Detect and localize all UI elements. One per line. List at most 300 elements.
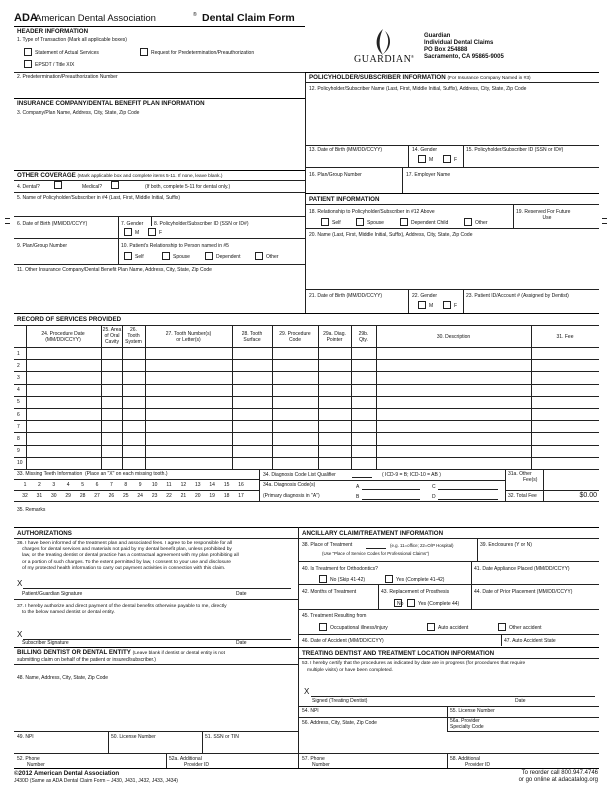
service-line-row[interactable] [26,359,599,371]
field-52a-label: 52a. Additional [169,756,202,762]
predetermination-checkbox[interactable] [140,48,148,56]
field-13-label: 13. Date of Birth (MM/DD/CCYY) [309,147,383,153]
col-28-header [232,331,272,343]
authorize-37-line2: to the below named dentist or dental entity. [22,610,115,616]
margin-mark-right [602,218,607,224]
divider [378,584,379,609]
lower-tooth-number[interactable]: 20 [195,493,201,499]
medical-coverage-checkbox[interactable] [111,181,119,189]
ph-gender-m-checkbox[interactable] [418,155,426,163]
service-column-line [145,325,146,469]
field-17-label: 17. Employer Name [406,172,451,178]
divider [118,238,119,264]
divider [463,145,464,167]
insurance-rule [14,98,305,99]
rule [14,490,259,491]
upper-tooth-number[interactable]: 2 [38,482,41,488]
epsdt-checkbox[interactable] [24,60,32,68]
dentist-signature-label: Signed (Treating Dentist) [312,698,368,704]
field-20-label: 20. Name (Last, First, Middle Initial, Suffix), Address, City, State, Zip Code [309,232,473,238]
form-title-bar [14,13,308,25]
authorize-37-line1: 37. I hereby authorize and direct payment of the dental benefits otherwise payable to me, directly [17,604,227,609]
service-line-number: 3 [17,374,20,381]
rule [298,706,599,707]
service-column-line [232,325,233,469]
field-32-label: 32. Total Fee [508,493,537,499]
rule [505,490,599,491]
prosthesis-yes-label: Yes (Complete 44) [418,601,460,607]
gender-m-label: M [135,230,140,236]
field-11-label: 11. Other Insurance Company/Dental Benefit Plan Name, Address, City, State, Zip Code [17,267,212,273]
rule [14,192,305,193]
field-9-label: 9. Plan/Group Number [17,243,68,249]
total-fee-value: $0.00 [579,492,597,499]
ph-gender-f-checkbox[interactable] [443,155,451,163]
medical-label: Medical? [82,184,103,190]
field-47-label: 47. Auto Accident State [504,638,556,644]
footer-reorder: To reorder call 800.947.4746 [521,770,598,776]
field-52a-label-b: Provider ID [184,762,210,768]
service-line-row[interactable] [26,408,599,420]
field-1-label: 1. Type of Transaction (Mark all applicable boxes) [17,37,127,43]
field-10-label: 10. Patient's Relationship to Person named in #5 [121,243,229,249]
pt-gender-f-label: F [454,303,458,309]
service-line-number: 4 [17,387,20,394]
col-29b-line1: 29b. [358,331,369,337]
upper-tooth-number[interactable]: 4 [66,482,70,488]
pt-dependent-label: Dependent Child [411,220,449,226]
ortho-no-checkbox[interactable] [319,575,327,583]
lower-tooth-number[interactable]: 31 [36,493,43,499]
rule [259,480,505,481]
service-line-row[interactable] [26,432,599,444]
place-of-treatment-input[interactable] [366,541,386,549]
subscriber-signature-label: Subscriber Signature [22,640,69,646]
predetermination-number-input[interactable] [16,81,303,96]
field-52-label-b: Number [27,762,45,768]
field-33-label [17,471,168,477]
rule [14,479,259,480]
col-27-line2: or Letter(s) [176,337,201,343]
col-31-header: 31. Fee [556,334,574,340]
relation-spouse-label: Spouse [173,254,190,260]
other-coverage-title: OTHER COVERAGE [17,172,76,179]
consent-36-line3: law, or the treating dentist or dental practice has a contractual agreement with my plan prohibiting all [22,553,239,559]
footer-form-numbers: J430D (Same as ADA Dental Claim Form – J430, J431, J432, J433, J434) [14,778,178,784]
consent-36-line1: 36. I have been informed of the treatment plan and associated fees. I agree to be responsible for all [17,541,233,546]
field-34-label: 34. Diagnosis Code List Qualifier [263,472,336,478]
field-34-note: ( ICD-9 = B; ICD-10 = AB ) [382,472,441,478]
lower-tooth-number[interactable]: 18 [223,493,230,499]
upper-tooth-number[interactable]: 8 [124,482,128,488]
field-6-label: 6. Date of Birth (MM/DD/CCYY) [17,221,88,227]
remarks-input[interactable] [16,513,597,525]
dental-coverage-checkbox[interactable] [54,181,62,189]
rule [298,634,599,635]
rule [14,501,599,502]
lower-tooth-number[interactable]: 19 [209,493,215,499]
other-accident-label: Other accident [509,625,542,631]
rule [298,658,599,659]
field-18-label: 18. Relationship to Policyholder/Subscriber in #12 Above [309,209,435,215]
divider [447,717,448,731]
certify-text-53 [302,661,525,674]
service-line-number: 2 [17,362,20,369]
upper-tooth-number[interactable]: 15 [223,482,230,488]
field-5-label: 5. Name of Policyholder/Subscriber in #4 (Last, First, Middle Initial, Suffix) [17,195,181,201]
actual-services-checkbox[interactable] [24,48,32,56]
guardian-wordmark: GUARDIAN [354,54,412,65]
field-3-label: 3. Company/Plan Name, Address, City, State, Zip Code [17,110,140,116]
field-19-label: 19. Reserved For Future [516,209,571,215]
lower-tooth-number[interactable]: 25 [123,493,129,499]
rule [305,167,599,168]
billing-note: (Leave blank if dentist or dental entity is not [132,651,225,656]
rule [14,238,305,239]
lower-tooth-number[interactable]: 32 [22,493,28,499]
guardian-logo [352,26,414,70]
lower-tooth-number[interactable]: 24 [137,493,143,499]
rule [305,228,599,229]
field-58-label: 58. Additional [450,756,481,762]
col-29b-line2: Qty. [359,337,368,343]
divider [259,469,260,501]
address-line-2: Individual Dental Claims [424,40,494,46]
service-line-row[interactable] [26,420,599,432]
upper-tooth-number[interactable]: 11 [166,482,172,488]
col-29-header [272,331,318,343]
dentist-signature-line[interactable] [311,689,595,697]
patient-signature-line[interactable] [23,581,291,589]
service-line-number: 8 [17,435,20,442]
col-26-line2: Tooth [127,333,140,339]
rule [14,538,298,539]
diag-b-input[interactable] [362,493,420,500]
col-28-line2: Surface [243,337,261,343]
service-line-row[interactable] [26,457,599,469]
record-services-heading: RECORD OF SERVICES PROVIDED [17,316,122,323]
mailing-address [424,33,504,61]
billing-heading [17,649,225,657]
pt-gender-m-checkbox[interactable] [418,301,426,309]
col-29-line2: Code [289,337,301,343]
certify-53-line2: multiple visits) or have been completed. [307,667,393,673]
other-accident-checkbox[interactable] [498,623,506,631]
service-line-number: 5 [17,399,20,406]
divider [471,584,472,609]
lower-tooth-number[interactable]: 30 [51,493,57,499]
divider [543,469,544,501]
lower-tooth-number[interactable]: 17 [238,493,244,499]
ortho-yes-checkbox[interactable] [385,575,393,583]
col-30-header: 30. Description [436,334,471,340]
service-column-line [272,325,273,469]
field-33-title: 33. Missing Teeth Information [17,471,83,477]
patient-signature-label: Patient/Guardian Signature [22,591,83,597]
service-line-row[interactable] [26,445,599,457]
ancillary-heading: ANCILLARY CLAIM/TREATMENT INFORMATION [302,530,444,537]
relation-dependent-checkbox[interactable] [205,252,213,260]
address-line-3: PO Box 254888 [424,47,468,53]
gender-f-checkbox[interactable] [148,228,156,236]
rule [14,664,298,665]
divider [166,753,167,768]
divider [202,731,203,753]
pt-spouse-checkbox[interactable] [356,218,364,226]
lower-tooth-number[interactable]: 28 [79,493,86,499]
upper-tooth-number[interactable]: 1 [23,482,27,488]
rule [298,538,599,539]
certify-53-line1: 53. I hereby certify that the procedures as indicated by date are in progress (for procedures that require [302,661,526,666]
auto-accident-checkbox[interactable] [427,623,435,631]
service-line-number: 10 [17,460,23,467]
upper-tooth-number[interactable]: 12 [180,482,187,488]
pt-gender-f-checkbox[interactable] [443,301,451,309]
diag-a-input[interactable] [362,483,420,490]
rule [298,717,599,718]
consent-36-line5: of my protected health information to carry out payment activities in connection with this claim. [22,565,226,571]
field-2-label: 2. Predetermination/Preauthorization Number [17,74,118,80]
pt-other-label: Other [475,220,488,226]
rule [14,216,305,217]
field-51-label: 51. SSN or TIN [205,734,239,740]
divider [471,561,472,584]
pt-self-checkbox[interactable] [321,218,329,226]
insurance-heading: INSURANCE COMPANY/DENTAL BENEFIT PLAN INFORMATION [17,100,205,107]
upper-tooth-number[interactable]: 10 [151,482,158,488]
footer-online: or go online at adacatalog.org [518,777,598,783]
col-27-header [145,331,232,343]
service-line-row[interactable] [26,384,599,396]
field-56-label: 56. Address, City, State, Zip Code [302,720,377,726]
service-line-number: 6 [17,411,20,418]
patient-heading: PATIENT INFORMATION [309,196,380,203]
rule [14,72,305,73]
upper-tooth-number[interactable]: 13 [195,482,201,488]
authorizations-heading: AUTHORIZATIONS [17,530,72,537]
other-coverage-heading [17,172,223,179]
field-8-label: 8. Policyholder/Subscriber ID (SSN or ID#) [154,221,249,227]
header-info-rule [14,26,305,27]
field-38-label: 38. Place of Treatment [302,542,353,548]
field-54-label: 54. NPI [302,708,319,714]
diagnosis-qualifier-input[interactable] [352,470,372,478]
ortho-no-label: No (Skip 41-42) [330,577,366,583]
sign-x-mark: X [17,630,23,639]
gender-m-checkbox[interactable] [124,228,132,236]
col-29a-line2: Pointer [326,337,343,343]
occupational-label: Occupational illness/injury [330,625,388,631]
predetermination-label: Request for Predetermination/Preauthorization [151,50,255,56]
field-38-note: (e.g. 11=office; 22=O/P Hospital) [390,543,454,548]
lower-tooth-number[interactable]: 23 [151,493,158,499]
field-46-label: 46. Date of Accident (MM/DD/CCYY) [302,638,384,644]
divider [477,538,478,561]
insurance-address-input[interactable] [16,117,303,167]
rule [14,753,298,754]
upper-tooth-number[interactable]: 9 [138,482,142,488]
other-coverage-note: (Mark applicable box and complete items 5-11. If none, leave blank.) [77,174,223,179]
service-line-row[interactable] [26,371,599,383]
divider [408,289,409,313]
field-19-label-b: Use [542,215,552,221]
rule [305,204,599,205]
relation-other-label: Other [266,254,279,260]
rule [14,731,298,732]
col-26-line3: System [125,339,142,345]
col-25-line2: of Oral [104,333,120,339]
field-56a-label: 56a. Provider [450,718,480,724]
rule [305,82,599,83]
consent-36-line2: charges for dental services and materials not paid by my dental benefit plan, unless prohibited by [22,547,232,553]
upper-tooth-number[interactable]: 3 [52,482,56,488]
primary-diagnosis-note: (Primary diagnosis in "A") [263,493,320,499]
prosthesis-yes-checkbox[interactable] [407,599,415,607]
divider [447,706,448,717]
divider [108,731,109,753]
field-55-label: 55. License Number [450,708,495,714]
prosthesis-no-text: No [397,601,404,607]
service-column-line [531,325,532,469]
col-25-line1: 25. Area [102,327,122,333]
sign-x-mark: X [304,687,310,696]
divider [151,216,152,226]
service-column-line [351,325,352,469]
col-25-header [101,327,123,345]
field-34a-label: 34a. Diagnosis Code(s) [263,482,316,488]
diag-b-label: B [356,494,360,500]
policyholder-title: POLICYHOLDER/SUBSCRIBER INFORMATION [309,74,446,81]
field-45-label: 45. Treatment Resulting from [302,613,367,619]
service-column-line [122,325,123,469]
field-40-label: 40. Is Treatment for Orthodontics? [302,566,378,572]
lower-tooth-number[interactable]: 26 [108,493,115,499]
upper-tooth-number[interactable]: 7 [110,482,113,488]
billing-rule [14,647,298,648]
field-50-label: 50. License Number [111,734,156,740]
policyholder-rule [305,72,599,73]
lower-tooth-number[interactable]: 27 [94,493,100,499]
col-29a-line1: 29a. Diag. [323,331,346,337]
billing-note-2: submitting claim on behalf of the patient or insured/subscriber.) [17,657,156,663]
epsdt-label: EPSDT / Title XIX [35,62,75,68]
pt-gender-m-label: M [429,303,434,309]
subscriber-signature-line[interactable] [23,632,291,640]
col-25-line3: Cavity [105,339,119,345]
relation-spouse-checkbox[interactable] [162,252,170,260]
upper-tooth-number[interactable]: 14 [209,482,215,488]
field-38-sub: (Use "Place of Service Codes for Professional Claims") [322,551,430,556]
treating-rule [298,647,599,648]
col-26-line1: 26. [130,327,137,333]
gender-f-label: F [159,230,163,236]
subscriber-date-label: Date [236,640,247,646]
divider [501,634,502,646]
field-23-label: 23. Patient ID/Account # (Assigned by Dentist) [466,293,569,299]
address-line-4: Sacramento, CA 95865-9005 [424,54,504,60]
rule [298,561,599,562]
field-15-label: 15. Policyholder/Subscriber ID (SSN or ID#) [466,147,564,153]
relation-dependent-label: Dependent [216,254,241,260]
field-31a-label: 31a. Other [508,471,532,477]
relation-other-checkbox[interactable] [255,252,263,260]
col-24-line2: (MM/DD/CCYY) [45,337,81,343]
actual-services-label: Statement of Actual Services [35,50,99,56]
field-22-label: 22. Gender [412,293,438,299]
field-14-label: 14. Gender [412,147,438,153]
lower-tooth-number[interactable]: 21 [180,493,187,499]
service-line-row[interactable] [26,396,599,408]
service-line-number: 9 [17,448,20,455]
billing-title: BILLING DENTIST OR DENTAL ENTITY [17,649,131,656]
diag-a-label: A [356,484,360,490]
rule [298,609,599,610]
field-58-label-b: Provider ID [465,762,491,768]
field-57-label-b: Number [312,762,330,768]
col-29a-header [318,331,351,343]
field-48-label: 48. Name, Address, City, State, Zip Code [17,675,109,681]
rule [298,584,599,585]
pt-other-checkbox[interactable] [464,218,472,226]
col-29b-header [351,331,376,343]
billing-address-input[interactable] [16,682,296,730]
treating-heading: TREATING DENTIST AND TREATMENT LOCATION INFORMATION [302,650,495,657]
ph-gender-f-label: F [454,157,458,163]
divider [447,753,448,768]
diag-c-input[interactable] [438,483,498,490]
divider [513,204,514,228]
margin-mark-left [5,218,10,224]
address-line-1: Guardian [424,33,451,39]
ortho-yes-label: Yes (Complete 41-42) [396,577,445,583]
service-column-line [26,325,27,469]
rule [305,289,599,290]
col-24-header [26,331,100,343]
service-column-line [101,325,102,469]
field-35-label: 35. Remarks [17,507,46,513]
other-coverage-rule [14,170,305,171]
field-31a-label-b: Fee(s) [523,477,538,483]
field-41-label: 41. Date Appliance Placed (MM/DD/CCYY) [474,566,570,572]
diag-c-label: C [432,484,436,490]
patient-date-label: Date [236,591,247,597]
pt-self-label: Self [332,220,341,226]
upper-tooth-number[interactable]: 5 [81,482,84,488]
header-info-heading: HEADER INFORMATION [17,28,89,35]
dentist-date-label: Date [515,698,526,704]
service-line-row[interactable] [26,347,599,359]
field-12-label: 12. Policyholder/Subscriber Name (Last, First, Middle Initial, Suffix), Address, City, State, Zip Code [309,86,527,92]
diag-d-input[interactable] [438,493,498,500]
occupational-checkbox[interactable] [319,623,327,631]
lower-tooth-number[interactable]: 22 [166,493,172,499]
pt-dependent-checkbox[interactable] [400,218,408,226]
guardian-reg-mark: ® [411,54,414,59]
relation-self-checkbox[interactable] [124,252,132,260]
lower-tooth-number[interactable]: 29 [65,493,71,499]
field-57-label: 57. Phone [302,756,325,762]
field-49-label: 49. NPI [17,734,34,740]
field-43-label: 43. Replacement of Prosthesis [381,589,450,595]
ada-full-name: American Dental Association [35,13,156,24]
col-29-line1: 29. Procedure [279,331,311,337]
service-line-number: 7 [17,423,20,430]
rule [305,145,599,146]
authorizations-rule [14,527,599,528]
service-column-line [318,325,319,469]
upper-tooth-number[interactable]: 16 [238,482,244,488]
upper-tooth-number[interactable]: 6 [95,482,99,488]
